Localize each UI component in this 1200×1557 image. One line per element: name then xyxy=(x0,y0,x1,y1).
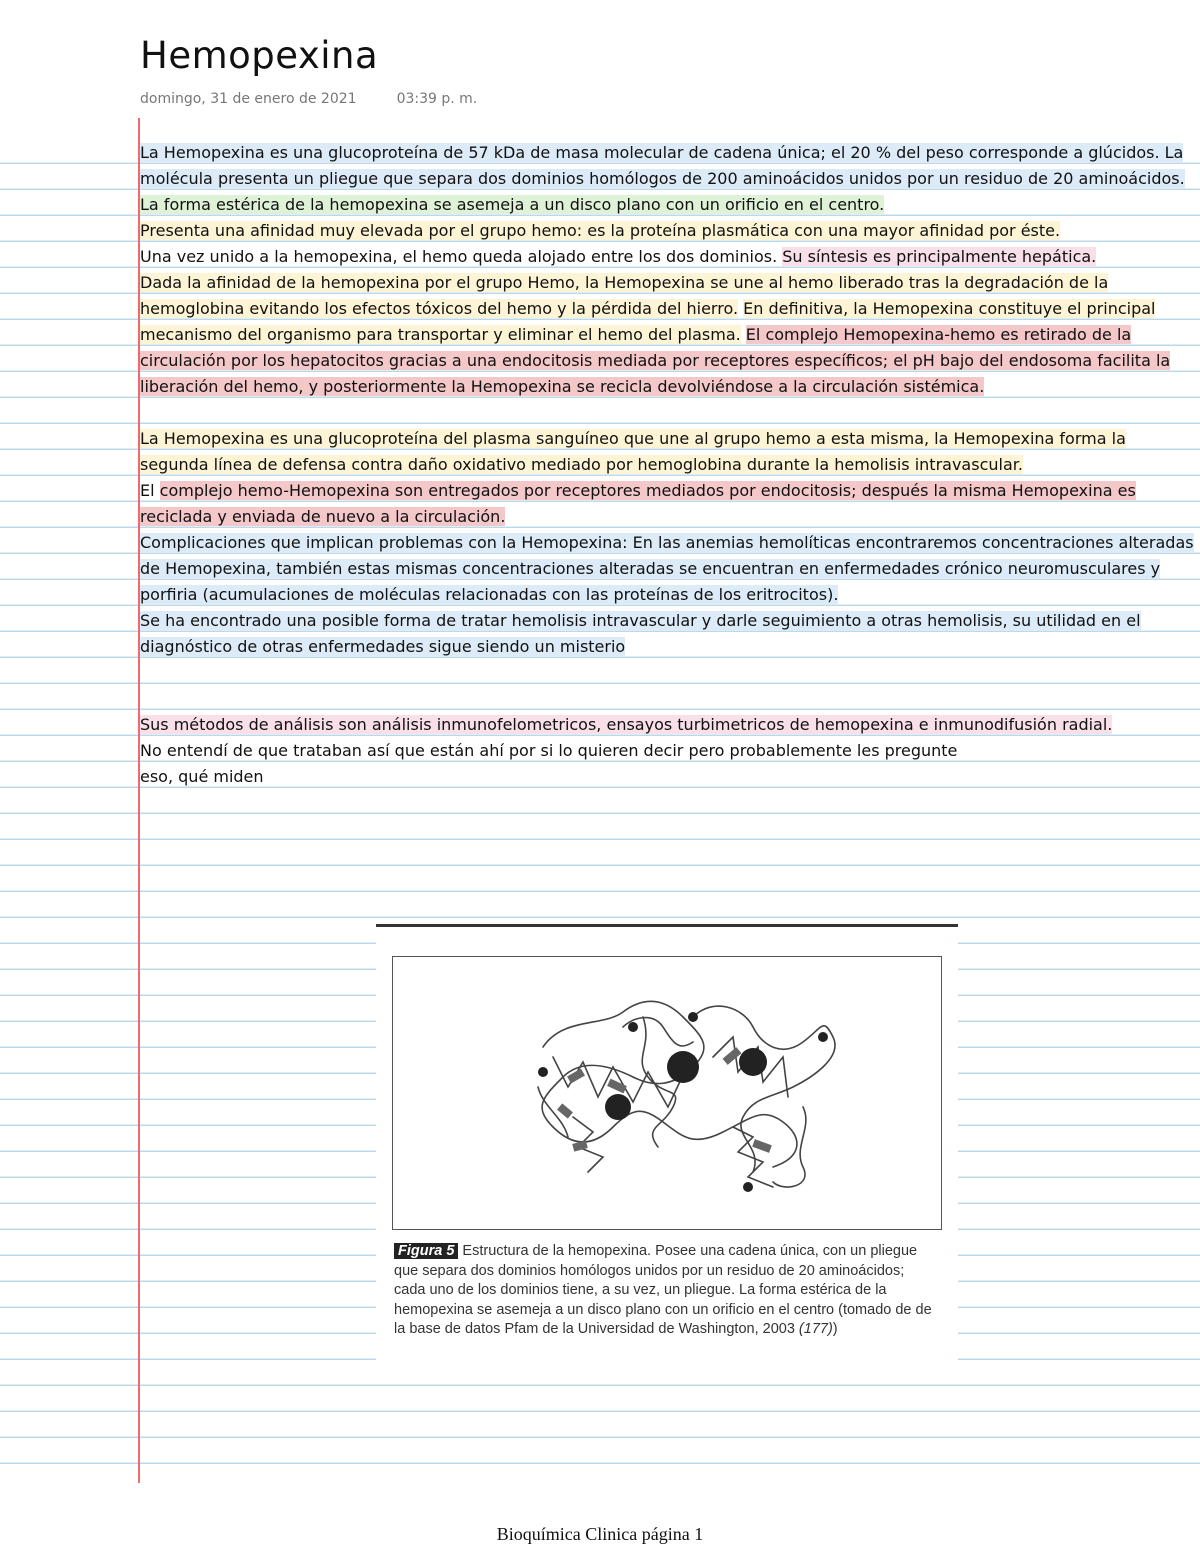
plain-text: eso, qué miden xyxy=(140,767,264,786)
highlighted-text: La forma estérica de la hemopexina se asemeja a un disco plano con un orificio en el centro. xyxy=(140,195,885,214)
paragraph xyxy=(140,764,1198,790)
highlighted-text: El complejo Hemopexina-hemo es retirado de la circulación por los hepatocitos gracias a una endocitosis mediada por receptores específicos; el pH bajo del endosoma facilita la liberación del hemo, y posteriormente la Hemopexina se recicla devolviéndose a la circulación sistémica. xyxy=(140,325,1171,396)
note-time: 03:39 p. m. xyxy=(396,91,478,107)
caption-citation: (177) xyxy=(798,1321,833,1337)
page-footer: Bioquímica Clinica página 1 xyxy=(496,1524,704,1544)
highlighted-text: Su síntesis es principalmente hepática. xyxy=(782,247,1097,266)
plain-text: No entendí de que trataban así que están ahí por si lo quieren decir pero probablemente les pregunte xyxy=(140,741,958,760)
protein-structure-image xyxy=(392,956,942,1230)
paragraph xyxy=(140,738,1198,764)
paragraph xyxy=(140,608,1198,660)
highlighted-text: Dada la afinidad de la hemopexina por el grupo Hemo, la Hemopexina se une al hemo liberado tras la degradación de la hemoglobina evitando los efectos tóxicos del hemo y la pérdida del hierro. xyxy=(140,273,1109,318)
paragraph xyxy=(140,530,1198,608)
paragraph xyxy=(140,140,1198,218)
figure-image[interactable] xyxy=(376,924,958,1374)
caption-end: ) xyxy=(832,1321,838,1337)
highlighted-text: En definitiva, la Hemopexina constituye el principal mecanismo del organismo para transportar y eliminar el hemo del plasma. xyxy=(140,299,1156,344)
plain-text: El xyxy=(140,481,160,500)
highlighted-text: La Hemopexina es una glucoproteína del plasma sanguíneo que une al grupo hemo a esta misma, la Hemopexina forma la segunda línea de defensa contra daño oxidativo mediado por hemoglobina durante la hemolisis intravascular. xyxy=(140,429,1126,474)
paragraph xyxy=(140,478,1198,530)
hemopexin-structure-drawing xyxy=(393,957,941,1229)
page-title[interactable]: Hemopexina xyxy=(140,34,379,77)
highlighted-text: Se ha encontrado una posible forma de tratar hemolisis intravascular y darle seguimiento a otras hemolisis, su utilidad en el diagnóstico de otras enfermedades sigue siendo un misterio xyxy=(140,611,1141,656)
note-body[interactable] xyxy=(140,140,1198,790)
paragraph xyxy=(140,426,1198,478)
figure-label: Figura 5 xyxy=(394,1243,458,1259)
note-timestamp xyxy=(140,91,477,107)
paragraph xyxy=(140,270,1198,400)
paragraph xyxy=(140,712,1198,738)
figure-caption xyxy=(394,1242,939,1340)
highlighted-text: Sus métodos de análisis son análisis inmunofelometricos, ensayos turbimetricos de hemopexina e inmunodifusión radial. xyxy=(140,715,1113,734)
plain-text: Una vez unido a la hemopexina, el hemo queda alojado entre los dos dominios. xyxy=(140,247,778,266)
highlighted-text: complejo hemo-Hemopexina son entregados por receptores mediados por endocitosis; después la misma Hemopexina es reciclada y enviada de nuevo a la circulación. xyxy=(140,481,1136,526)
caption-text: Estructura de la hemopexina. Posee una cadena única, con un pliegue que separa dos dominios homólogos unidos por un residuo de 20 aminoácidos; cada uno de los dominios tiene, a su vez, un pliegue. La forma estérica de la hemopexina se asemeja a un disco plano con un orificio en el centro (tomado de de la base de datos Pfam de la Universidad de Washington, 2003 xyxy=(394,1243,932,1337)
spacer xyxy=(140,660,1198,712)
highlighted-text: Presenta una afinidad muy elevada por el grupo hemo: es la proteína plasmática con una mayor afinidad por éste. xyxy=(140,221,1061,240)
paragraph xyxy=(140,244,1198,270)
note-date: domingo, 31 de enero de 2021 xyxy=(140,91,357,107)
highlighted-text: Complicaciones que implican problemas con la Hemopexina: En las anemias hemolíticas encontraremos concentraciones alteradas de Hemopexina, también estas mismas concentraciones alteradas se encuentran en enfermedades crónico neuromusculares y porfiria (acumulaciones de moléculas relacionadas con las proteínas de los eritrocitos). xyxy=(140,533,1194,604)
paragraph xyxy=(140,218,1198,244)
figure-top-rule xyxy=(376,924,958,927)
spacer xyxy=(140,400,1198,426)
highlighted-text: La Hemopexina es una glucoproteína de 57 kDa de masa molecular de cadena única; el 20 % del peso corresponde a glúcidos. La molécula presenta un pliegue que separa dos dominios homólogos de 200 aminoácidos unidos por un residuo de 20 aminoácidos. xyxy=(140,143,1185,188)
